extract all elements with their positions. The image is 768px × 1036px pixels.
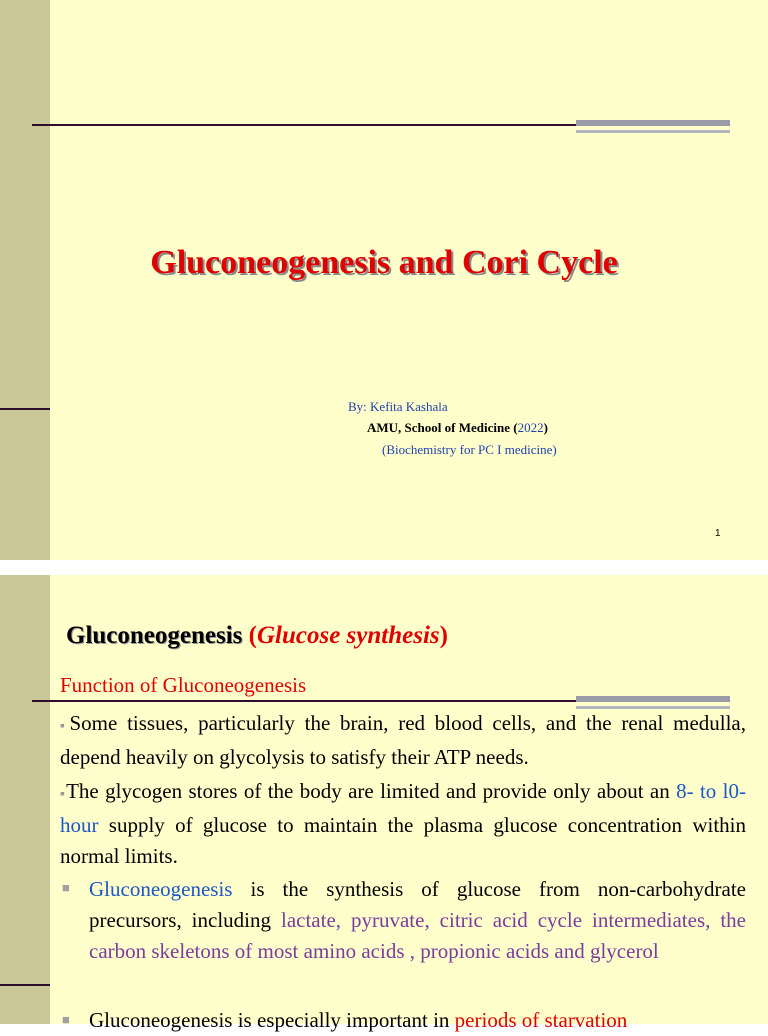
bullet-3-text: is the synthesis of glucose from non-carbohydrate precursors, including xyxy=(89,877,746,932)
paragraph-2-text-a: The glycogen stores of the body are limited and provide only about an xyxy=(66,779,677,803)
sidebar-tick-line xyxy=(0,984,50,986)
square-bullet-icon: ■ xyxy=(62,1012,70,1027)
paragraph-2-text-b: supply of glucose to maintain the plasma glucose concentration within normal limits. xyxy=(60,813,746,868)
close-paren: ) xyxy=(543,420,548,435)
bullet-3-precursors: lactate, pyruvate, citric acid cycle intermediates, the carbon skeletons of most amino acids , propionic acids and glycerol xyxy=(89,908,746,963)
slide-title: Gluconeogenesis and Cori Cycle xyxy=(150,244,618,281)
heading-term: Gluconeogenesis xyxy=(66,622,243,649)
square-bullet-icon: ▪ xyxy=(60,787,67,802)
square-bullet-icon: ■ xyxy=(62,880,70,895)
institution-name: AMU, School of Medicine ( xyxy=(367,420,518,435)
bullet-3 xyxy=(89,874,746,967)
slide-heading xyxy=(66,622,448,650)
paragraph-1-text: Some tissues, particularly the brain, red blood cells, and the renal medulla, depend heavily on glycolysis to satisfy their ATP needs. xyxy=(60,711,747,769)
author-line: By: Kefita Kashala xyxy=(348,399,448,414)
year: 2022 xyxy=(517,420,544,435)
bullet-3-term: Gluconeogenesis xyxy=(89,877,233,901)
heading-italic: Glucose synthesis xyxy=(256,622,440,649)
sidebar-tick-line xyxy=(0,408,50,410)
heading-close-paren: ) xyxy=(439,622,448,649)
paragraph-2 xyxy=(60,776,746,872)
bullet-4-text: Gluconeogenesis is especially important in xyxy=(89,1008,455,1032)
paragraph-2-highlight: 8- to l0-hour xyxy=(60,779,746,837)
top-accent-bar-thin xyxy=(576,130,730,133)
course-line: (Biochemistry for PC I medicine) xyxy=(382,442,557,457)
institution-line xyxy=(367,420,548,436)
slide-sidebar xyxy=(0,575,50,1024)
square-bullet-icon: ▪ xyxy=(60,719,70,734)
bullet-4-highlight: periods of starvation xyxy=(454,1008,628,1032)
section-subtitle: Function of Gluconeogenesis xyxy=(60,673,307,697)
heading-open-paren: ( xyxy=(242,622,257,649)
paragraph-1 xyxy=(60,708,746,773)
top-accent-bar xyxy=(576,696,730,702)
bullet-4 xyxy=(89,1005,768,1036)
top-accent-bar xyxy=(576,120,730,126)
page-number: 1 xyxy=(715,528,721,539)
